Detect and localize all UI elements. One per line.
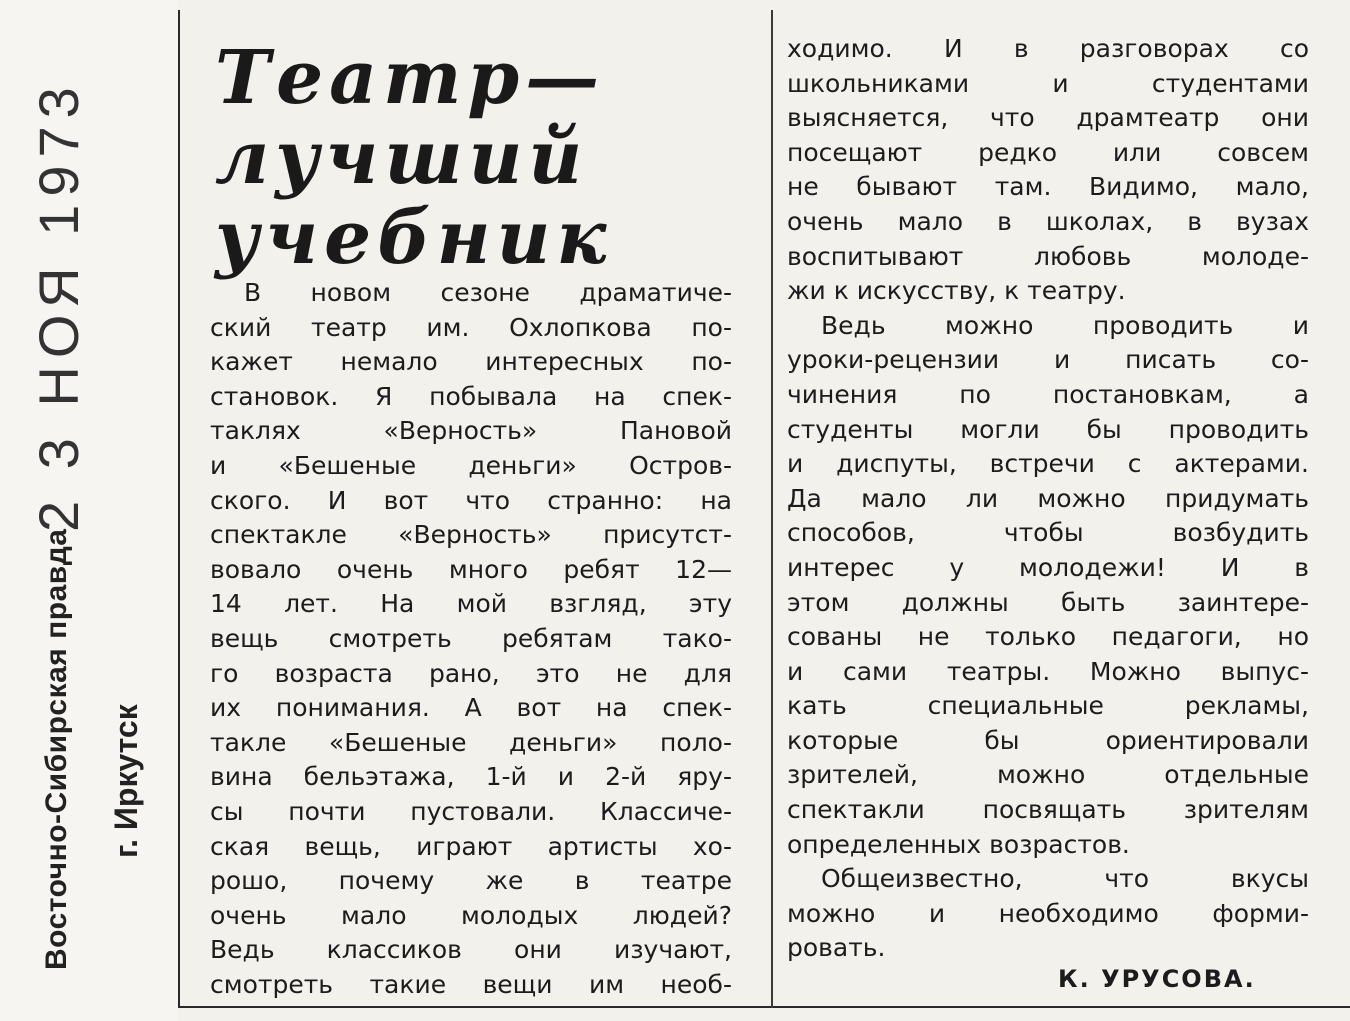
text-line: Общеизвестно, что вкусы bbox=[821, 864, 1309, 894]
text-line: и диспуты, встречи с актерами. bbox=[787, 449, 1309, 479]
title-line: Театр— bbox=[215, 35, 606, 121]
text-line: способов, чтобы возбудить bbox=[787, 518, 1309, 548]
stamp-newspaper-name: Восточно-Сибирская правда bbox=[40, 528, 73, 970]
text-line: можно и необходимо форми- bbox=[787, 898, 1309, 928]
text-line: ходимо. И в разговорах со bbox=[787, 34, 1309, 63]
text-line: их понимания. А вот на спек- bbox=[210, 693, 732, 723]
text-line: школьниками и студентами bbox=[787, 68, 1309, 98]
text-line: посещают редко или совсем bbox=[787, 137, 1309, 167]
text-line: 14 лет. На мой взгляд, эту bbox=[210, 589, 732, 619]
text-line: кать специальные рекламы, bbox=[787, 691, 1309, 721]
text-line: вина бельэтажа, 1-й и 2-й яру- bbox=[210, 762, 732, 792]
text-line: ская вещь, играют артисты хо- bbox=[210, 831, 732, 861]
text-line: очень мало молодых людей? bbox=[210, 900, 732, 930]
text-line: го возраста рано, это не для bbox=[210, 658, 732, 688]
text-line: и сами театры. Можно выпус- bbox=[787, 656, 1309, 686]
column-divider bbox=[771, 10, 773, 1008]
text-line: интерес у молодежи! И в bbox=[787, 552, 1309, 582]
text-line: Ведь классиков они изучают, bbox=[210, 935, 732, 965]
text-line: рошо, почему же в театре bbox=[210, 866, 732, 896]
text-line: спектакле «Верность» присутст- bbox=[210, 520, 732, 550]
text-line: и «Бешеные деньги» Остров- bbox=[210, 450, 732, 480]
text-line: этом должны быть заинтере- bbox=[787, 587, 1309, 617]
article-column-1 bbox=[210, 276, 732, 1002]
text-line: определенных возрастов. bbox=[787, 829, 1130, 859]
text-line: Ведь можно проводить и bbox=[821, 310, 1309, 340]
text-line: которые бы ориентировали bbox=[787, 725, 1309, 755]
text-line: уроки-рецензии и писать со- bbox=[787, 345, 1309, 375]
article-title bbox=[215, 35, 685, 281]
text-line: ского. И вот что странно: на bbox=[210, 485, 732, 515]
archive-stamp-rotated bbox=[14, 10, 164, 1010]
stamp-line bbox=[26, 10, 96, 1010]
text-line: ровать. bbox=[787, 933, 886, 963]
text-line: смотреть такие вещи им необ- bbox=[210, 969, 732, 999]
text-line: таклях «Верность» Пановой bbox=[210, 416, 732, 446]
text-line: жи к искусству, к театру. bbox=[787, 276, 1126, 306]
author-signature: К. УРУСОВА. bbox=[1058, 965, 1256, 993]
text-line: спектакли посвящать зрителям bbox=[787, 795, 1309, 825]
text-line: вовало очень много ребят 12— bbox=[210, 554, 732, 584]
stamp-date: 2 3 НОЯ 1973 bbox=[27, 79, 90, 532]
text-line: такле «Бешеные деньги» поло- bbox=[210, 727, 732, 757]
text-line: становок. Я побывала на спек- bbox=[210, 381, 732, 411]
text-line: ский театр им. Охлопкова по- bbox=[210, 312, 732, 342]
text-line: В новом сезоне драматиче- bbox=[244, 278, 732, 307]
archive-stamp bbox=[0, 0, 178, 1021]
text-line: воспитывают любовь молоде- bbox=[787, 241, 1309, 271]
text-line: чинения по постановкам, а bbox=[787, 379, 1309, 409]
title-line: лучший bbox=[215, 115, 589, 201]
text-line: очень мало в школах, в вузах bbox=[787, 206, 1309, 236]
text-line: Да мало ли можно придумать bbox=[787, 483, 1309, 513]
text-line: не бывают там. Видимо, мало, bbox=[787, 172, 1309, 202]
text-line: вещь смотреть ребятам тако- bbox=[210, 623, 732, 653]
stamp-city: г. Иркутск bbox=[108, 704, 144, 858]
text-line: сованы не только педагоги, но bbox=[787, 622, 1309, 652]
text-line: студенты могли бы проводить bbox=[787, 414, 1309, 444]
article-column-2 bbox=[787, 32, 1309, 966]
text-line: выясняется, что драмтеатр они bbox=[787, 103, 1309, 133]
text-line: сы почти пустовали. Классиче- bbox=[210, 796, 732, 826]
text-line: зрителей, можно отдельные bbox=[787, 760, 1309, 790]
title-line: учебник bbox=[215, 195, 613, 281]
text-line: кажет немало интересных по- bbox=[210, 347, 732, 377]
